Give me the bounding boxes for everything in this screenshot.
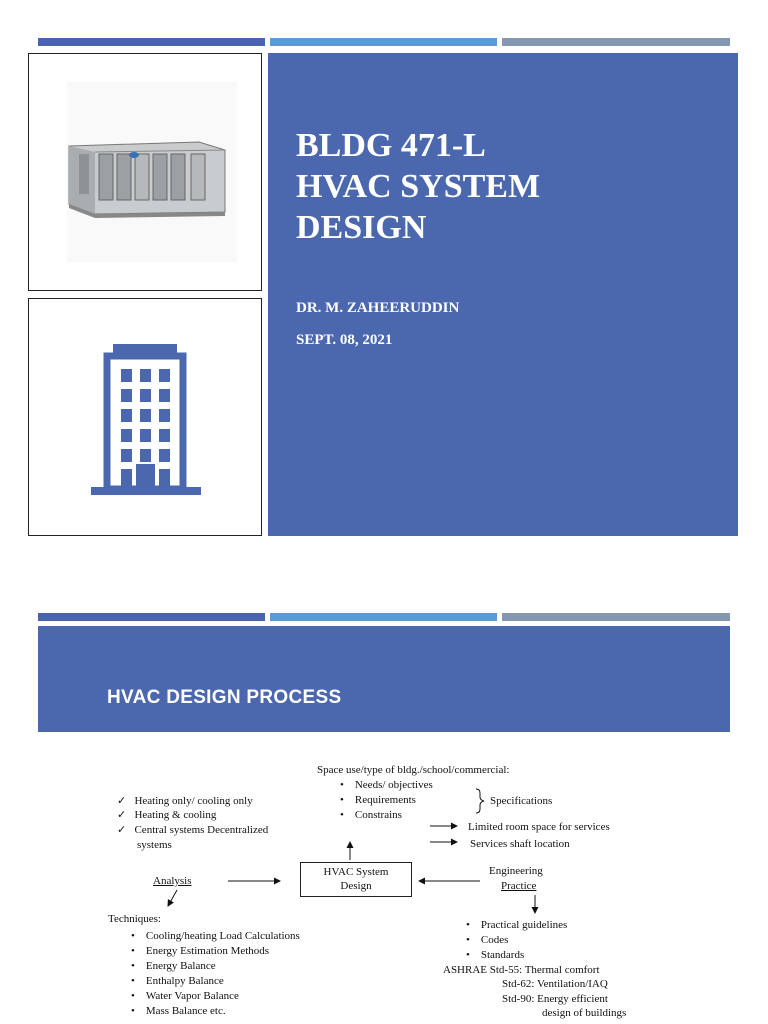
author-name: DR. M. ZAHEERUDDIN: [296, 300, 460, 316]
limited-space-label: Limited room space for services: [468, 821, 610, 833]
ashrae-std-90-cont: design of buildings: [542, 1007, 627, 1019]
analysis-label: Analysis: [153, 875, 192, 887]
space-item-2: • Requirements: [340, 794, 416, 806]
technique-item-1: • Cooling/heating Load Calculations: [131, 930, 300, 942]
arrow-analysis-to-techniques: [168, 890, 177, 906]
check-item-3-cont: systems: [137, 839, 172, 851]
hvac-unit-image: [28, 53, 262, 291]
hvac-unit-icon: [29, 54, 261, 290]
ashrae-std-55: ASHRAE Std-55: Thermal comfort: [443, 964, 600, 976]
center-box-line-1: HVAC System: [323, 866, 389, 878]
title-line-3: DESIGN: [296, 209, 427, 246]
ashrae-std-90: Std-90: Energy efficient: [502, 993, 608, 1005]
practice-item-3: • Standards: [466, 949, 525, 961]
practice-item-2: • Codes: [466, 934, 509, 946]
presentation-date: SEPT. 08, 2021: [296, 332, 393, 348]
shaft-location-label: Services shaft location: [470, 838, 570, 850]
building-icon: [29, 299, 261, 535]
practice-item-1: • Practical guidelines: [466, 919, 568, 931]
check-item-3: ✓ Central systems Decentralized: [117, 824, 269, 836]
engineering-label: Engineering: [489, 865, 543, 877]
technique-item-4: • Enthalpy Balance: [131, 975, 224, 987]
practice-label: Practice: [501, 880, 537, 892]
techniques-label: Techniques:: [108, 913, 161, 925]
specifications-label: Specifications: [490, 795, 553, 807]
accent-bar-2: [270, 38, 497, 46]
space-item-1: • Needs/ objectives: [340, 779, 433, 791]
title-line-1: BLDG 471-L: [296, 127, 486, 164]
center-box-line-2: Design: [340, 880, 372, 892]
title-panel: [268, 53, 738, 536]
accent-bar-5: [270, 613, 497, 621]
accent-bar-1: [38, 38, 265, 46]
accent-bar-4: [38, 613, 265, 621]
slide-title: [296, 125, 716, 248]
title-line-2: HVAC SYSTEM: [296, 168, 541, 205]
accent-bar-3: [502, 38, 730, 46]
section-heading: HVAC DESIGN PROCESS: [107, 687, 342, 708]
check-item-1: ✓ Heating only/ cooling only: [117, 795, 253, 807]
specifications-brace: [476, 789, 484, 813]
technique-item-2: • Energy Estimation Methods: [131, 945, 270, 957]
space-item-3: • Constrains: [340, 809, 402, 821]
space-use-label: Space use/type of bldg./school/commercial:: [317, 764, 510, 776]
technique-item-5: • Water Vapor Balance: [131, 990, 239, 1002]
building-image: [28, 298, 262, 536]
check-item-2: ✓ Heating & cooling: [117, 809, 217, 821]
technique-item-6: • Mass Balance etc.: [131, 1005, 226, 1017]
section-header: [38, 626, 730, 732]
ashrae-std-62: Std-62: Ventilation/IAQ: [502, 978, 608, 990]
technique-item-3: • Energy Balance: [131, 960, 216, 972]
hvac-design-box: [300, 862, 412, 897]
accent-bar-6: [502, 613, 730, 621]
